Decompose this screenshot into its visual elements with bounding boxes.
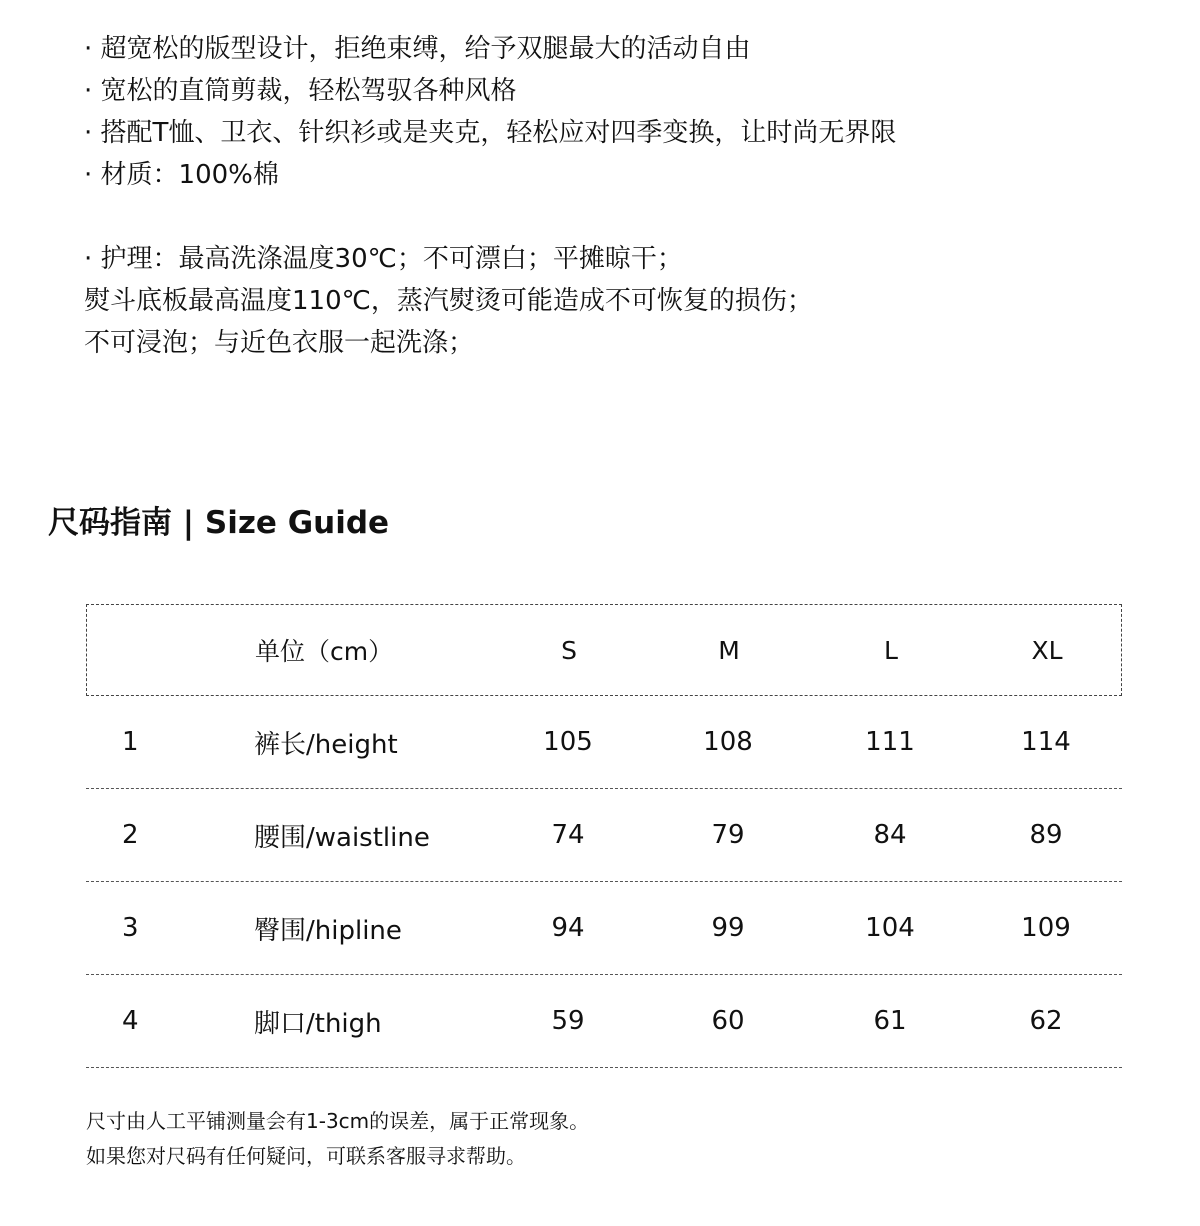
care-line: · 护理：最高洗涤温度30℃；不可漂白；平摊晾干； xyxy=(84,244,683,274)
feature-line: · 材质：100%棉 xyxy=(84,160,279,190)
size-table-header xyxy=(86,604,1122,696)
cell-size-l: 104 xyxy=(865,913,915,943)
cell-size-m: 60 xyxy=(711,1006,745,1036)
header-size-xl: XL xyxy=(1031,635,1063,665)
row-number: 2 xyxy=(122,820,139,850)
care-line: 不可浸泡；与近色衣服一起洗涤； xyxy=(84,328,475,358)
header-size-l: L xyxy=(884,635,898,665)
row-measure-name: 脚口/thigh xyxy=(254,1008,382,1039)
note-line: 如果您对尺码有任何疑问，可联系客服寻求帮助。 xyxy=(86,1144,526,1168)
size-guide-title: 尺码指南 | Size Guide xyxy=(48,505,390,541)
header-size-s: S xyxy=(561,635,577,665)
table-row xyxy=(86,975,1122,1068)
note-line: 尺寸由人工平铺测量会有1-3cm的误差，属于正常现象。 xyxy=(86,1109,590,1133)
feature-line: · 搭配T恤、卫衣、针织衫或是夹克，轻松应对四季变换，让时尚无界限 xyxy=(84,118,897,148)
table-row xyxy=(86,882,1122,975)
cell-size-m: 99 xyxy=(711,913,745,943)
row-measure-name: 裤长/height xyxy=(254,729,398,760)
cell-size-s: 59 xyxy=(551,1006,585,1036)
cell-size-m: 108 xyxy=(703,727,753,757)
header-unit: 单位（cm） xyxy=(255,637,394,666)
table-row xyxy=(86,789,1122,882)
cell-size-m: 79 xyxy=(711,820,745,850)
table-row xyxy=(86,696,1122,789)
cell-size-s: 94 xyxy=(551,913,585,943)
care-line: 熨斗底板最高温度110℃，蒸汽熨烫可能造成不可恢复的损伤； xyxy=(84,286,813,316)
cell-size-l: 111 xyxy=(865,727,915,757)
feature-line: · 宽松的直筒剪裁，轻松驾驭各种风格 xyxy=(84,76,517,106)
cell-size-xl: 109 xyxy=(1021,913,1071,943)
size-notes xyxy=(86,1104,589,1174)
cell-size-xl: 114 xyxy=(1021,727,1071,757)
row-number: 3 xyxy=(122,913,139,943)
cell-size-xl: 62 xyxy=(1029,1006,1063,1036)
product-features xyxy=(84,28,1164,364)
row-number: 4 xyxy=(122,1006,139,1036)
cell-size-xl: 89 xyxy=(1029,820,1063,850)
cell-size-s: 105 xyxy=(543,727,593,757)
cell-size-s: 74 xyxy=(551,820,585,850)
header-size-m: M xyxy=(718,635,740,665)
spacer xyxy=(84,196,1164,238)
feature-line: · 超宽松的版型设计，拒绝束缚，给予双腿最大的活动自由 xyxy=(84,34,751,64)
cell-size-l: 84 xyxy=(873,820,907,850)
row-measure-name: 臀围/hipline xyxy=(254,915,402,946)
size-table xyxy=(86,604,1122,1068)
cell-size-l: 61 xyxy=(873,1006,907,1036)
row-measure-name: 腰围/waistline xyxy=(254,822,430,853)
row-number: 1 xyxy=(122,727,139,757)
